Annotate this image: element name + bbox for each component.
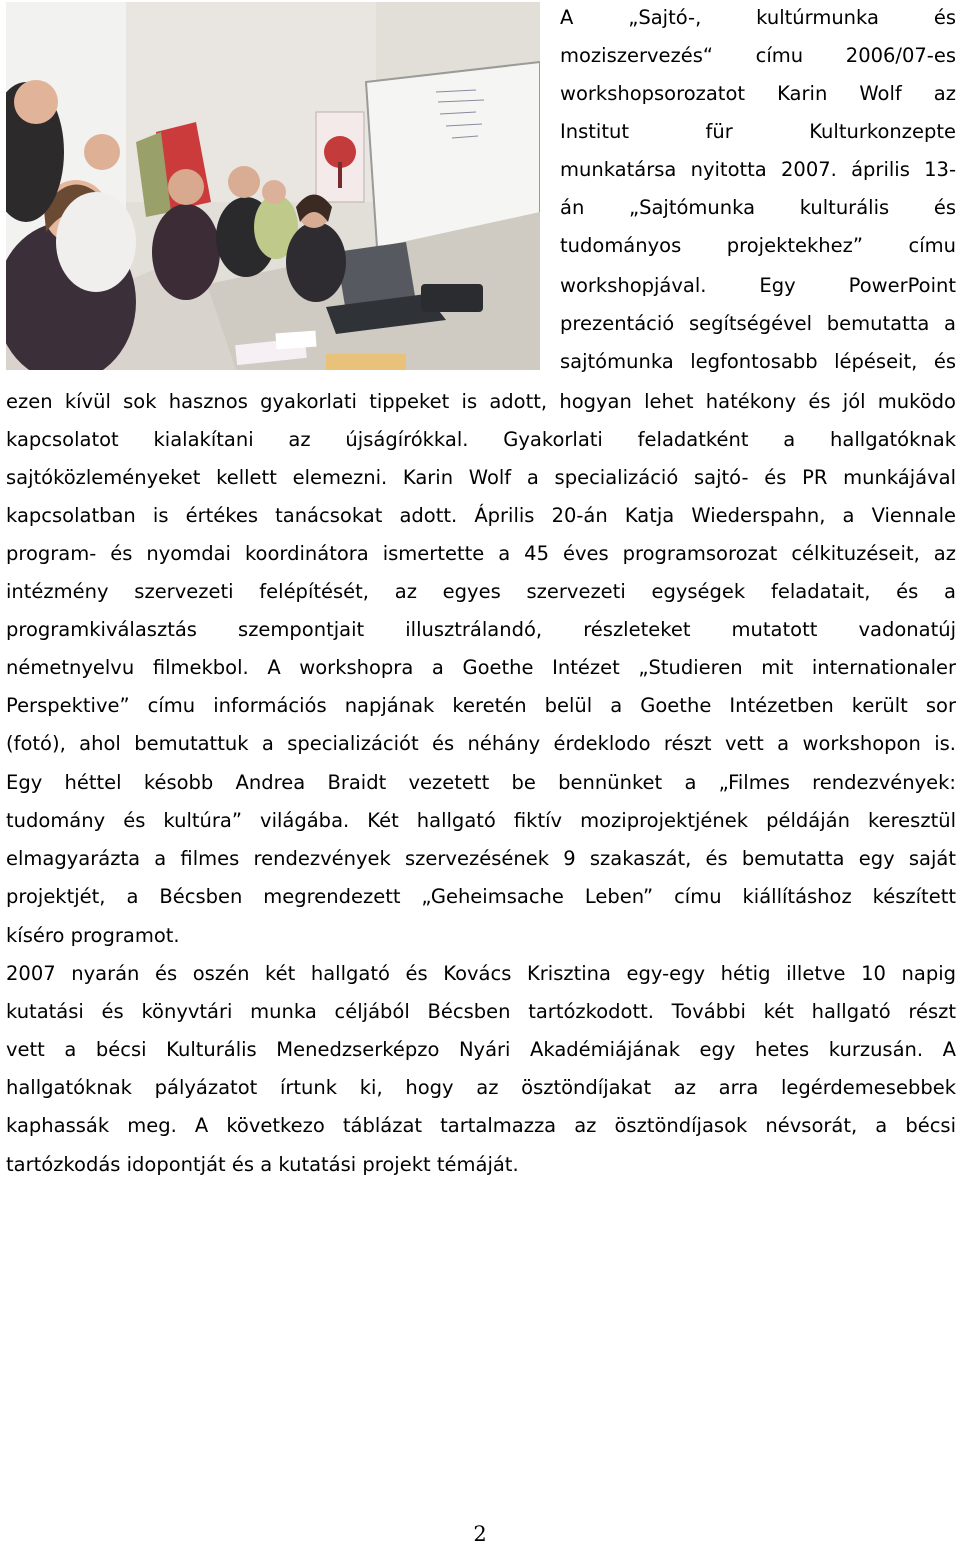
text-line: kaphassák meg. A következo táblázat tartalmazza az ösztöndíjasok névsorát, a bécsi <box>6 1114 956 1137</box>
text-line: intézmény szervezeti felépítését, az egyes szervezeti egységek feladatait, és a <box>6 580 956 603</box>
text-line: ezen kívül sok hasznos gyakorlati tippeket is adott, hogyan lehet hatékony és jól muködo <box>6 390 956 413</box>
text-line: workshopjával. Egy PowerPoint <box>560 274 956 297</box>
text-line: hallgatóknak pályázatot írtunk ki, hogy az ösztöndíjakat az arra legérdemesebbek <box>6 1076 956 1099</box>
text-line: program- és nyomdai koordinátora ismertette a 45 éves programsorozat célkituzéseit, az <box>6 542 956 565</box>
text-line: Perspektive” címu információs napjának keretén belül a Goethe Intézetben került sor <box>6 694 956 717</box>
text-line: workshopsorozatot Karin Wolf az <box>560 82 956 105</box>
page-number: 2 <box>473 1522 487 1546</box>
text-line: (fotó), ahol bemutattuk a specializációt és néhány érdeklodo részt vett a workshopon is. <box>6 732 956 755</box>
text-line: projektjét, a Bécsben megrendezett „Geheimsache Leben” címu kiállításhoz készített <box>6 885 956 908</box>
text-line: tudomány és kultúra” világába. Két hallgató fiktív moziprojektjének példáján keresztül <box>6 809 956 832</box>
text-line: sajtómunka legfontosabb lépéseit, és <box>560 350 956 373</box>
text-line: elmagyarázta a filmes rendezvények szervezésének 9 szakaszát, és bemutatta egy saját <box>6 847 956 870</box>
text-line: A „Sajtó-, kultúrmunka és <box>560 6 956 29</box>
text-line: munkatársa nyitotta 2007. április 13- <box>560 158 956 181</box>
text-line: kutatási és könyvtári munka céljából Bécsben tartózkodott. További két hallgató részt <box>6 1000 956 1023</box>
text-line: kíséro programot. <box>6 924 180 947</box>
text-line: án „Sajtómunka kulturális és <box>560 196 956 219</box>
text-line: vett a bécsi Kulturális Menedzserképzo Nyári Akadémiájának egy hetes kurzusán. A <box>6 1038 956 1061</box>
text-line: németnyelvu filmekbol. A workshopra a Goethe Intézet „Studieren mit internationaler <box>6 656 956 679</box>
text-line: Egy héttel késobb Andrea Braidt vezetett be bennünket a „Filmes rendezvények: <box>6 771 956 794</box>
text-line: kapcsolatban is értékes tanácsokat adott. Április 20-án Katja Wiederspahn, a Viennale <box>6 504 956 527</box>
text-line: 2007 nyarán és oszén két hallgató és Kovács Krisztina egy-egy hétig illetve 10 napig <box>6 962 956 985</box>
workshop-photo <box>6 2 540 370</box>
text-line: Institut für Kulturkonzepte <box>560 120 956 143</box>
text-line: tartózkodás idopontját és a kutatási projekt témáját. <box>6 1153 519 1176</box>
text-line: prezentáció segítségével bemutatta a <box>560 312 956 335</box>
text-line: programkiválasztás szempontjait illusztrálandó, részleteket mutatott vadonatúj <box>6 618 956 641</box>
text-line: sajtóközleményeket kellett elemezni. Karin Wolf a specializáció sajtó- és PR munkájával <box>6 466 956 489</box>
text-line: tudományos projektekhez” címu <box>560 234 956 257</box>
text-line: kapcsolatot kialakítani az újságírókkal. Gyakorlati feladatként a hallgatóknak <box>6 428 956 451</box>
text-line: moziszervezés“ címu 2006/07-es <box>560 44 956 67</box>
